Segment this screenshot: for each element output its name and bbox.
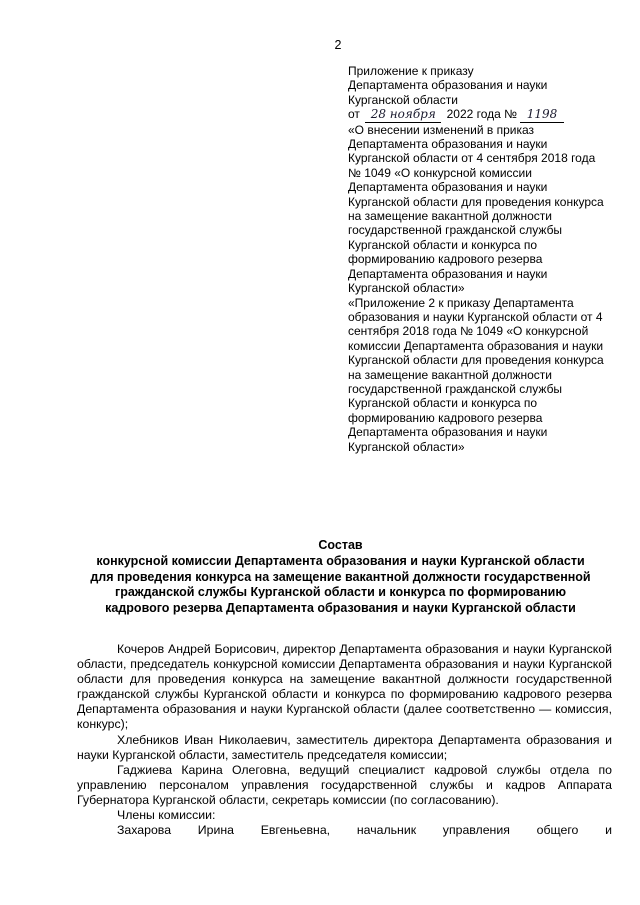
order-date-line — [348, 107, 610, 122]
member-chairman: Кочеров Андрей Борисович, директор Департамента образования и науки Курганской области, председатель конкурсной комиссии Департамента образования и науки Курганской области для проведения конкурса на замещение вакантной должности государственной гражданской службы Курганской области и конкурса по формированию кадрового резерва Департамента образования и науки Курганской области (далее соответственно — комиссия, конкурс); — [77, 642, 612, 732]
appendix-amendment-text: «О внесении изменений в приказ Департамента образования и науки Курганской области от 4 сентября 2018 года № 1049 «О конкурсной комиссии Департамента образования и науки Курганской области для проведения конкурса на замещение вакантной должности государственной гражданской службы Курганской области и конкурса по формированию кадрового резерва Департамента образования и науки Курганской области» — [348, 122, 604, 296]
member-deputy-chairman: Хлебников Иван Николаевич, заместитель директора Департамента образования и науки Курганской области, заместитель председателя комиссии; — [77, 732, 612, 762]
title-line-1: конкурсной комиссии Департамента образования и науки Курганской области — [96, 553, 585, 568]
title-line-3: гражданской службы Курганской области и конкурса по формированию — [114, 585, 567, 600]
handwritten-number: 1198 — [520, 107, 564, 122]
appendix-line-3: Курганской области — [348, 92, 458, 107]
page-number: 2 — [334, 38, 342, 52]
commission-members — [77, 642, 612, 838]
appendix-line-2: Департамента образования и науки — [348, 78, 548, 93]
handwritten-date: 28 ноября — [365, 107, 441, 122]
members-heading: Члены комиссии: — [117, 808, 216, 823]
document-title — [70, 538, 611, 617]
title-line-2: для проведения конкурса на замещение вакантной должности государственной — [90, 569, 591, 584]
date-prefix: от — [348, 107, 360, 122]
title-line-4: кадрового резерва Департамента образования и науки Курганской области — [105, 601, 576, 616]
member-zakharova: Захарова Ирина Евгеньевна, начальник управления общего и — [117, 823, 612, 838]
appendix-line-1: Приложение к приказу — [348, 64, 474, 78]
appendix2-text: «Приложение 2 к приказу Департамента образования и науки Курганской области от 4 сентября 2018 года № 1049 «О конкурсной комиссии Департамента образования и науки Курганской области для проведения конкурса на замещение вакантной должности государственной гражданской службы Курганской области и конкурса по формированию кадрового резерва Департамента образования и науки Курганской области» — [348, 295, 604, 454]
title-heading: Состав — [318, 538, 363, 552]
appendix-header — [348, 64, 610, 454]
member-secretary: Гаджиева Карина Олеговна, ведущий специалист кадровой службы отдела по управлению персоналом управления государственной службы и кадров Аппарата Губернатора Курганской области, секретарь комиссии (по согласованию). — [77, 762, 612, 807]
year-text: 2022 года № — [446, 107, 518, 122]
